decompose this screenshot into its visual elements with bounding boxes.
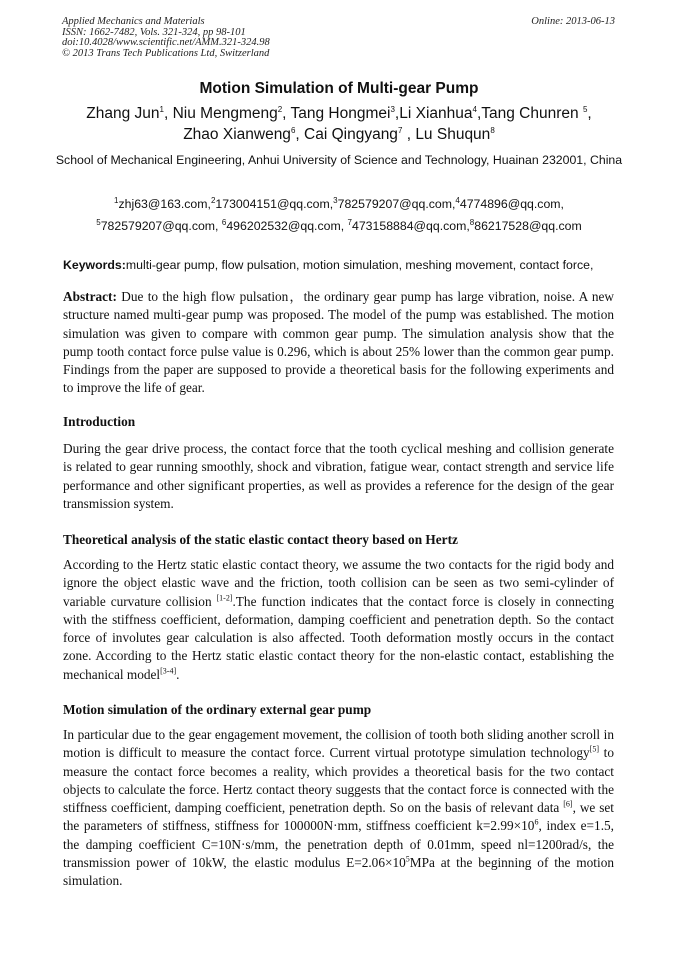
email-line: $^5$782579207@qq.com, $^6$496202532@qq.com, $^7$473158884@qq.com,$^8$86217528@qq.com (96, 217, 582, 233)
abstract-label: Abstract: (63, 289, 117, 304)
author: Zhao Xianweng$^6$, (183, 125, 305, 143)
author: Tang Hongmei$^3$, (290, 104, 400, 122)
section-heading-hertz: Theoretical analysis of the static elastic contact theory based on Hertz (63, 532, 458, 547)
email-link[interactable]: 496202532@qq.com, (226, 219, 348, 233)
email-link[interactable]: 86217528@qq.com (474, 219, 582, 233)
citation[interactable]: [5] (589, 744, 599, 754)
author: Zhang Jun$^1$, (86, 104, 173, 122)
hertz-paragraph: According to the Hertz static elastic contact theory, we assume the two contacts for the rigid body and ignore the object elastic wave and the friction, tooth collision can be seen as two semi-cylinder of variable curvature collision [1-2].The function indicates that the contact force is closely in connecting with the stiffness coefficient, deformation, damping coefficient and penetration depth. So the contact force of involutes gear calculation is also affected. Tooth deformation mostly occurs in the contact zone. According to the Hertz static elastic contact theory for the non-elastic contact, establishing the mechanical model[3-4]. (63, 557, 615, 682)
exponent: 6 (534, 818, 539, 828)
email-link[interactable]: 782579207@qq.com, (337, 197, 456, 211)
journal-header (62, 17, 270, 59)
author: Lu Shuqun$^8$ (415, 125, 495, 143)
affiliation: School of Mechanical Engineering, Anhui University of Science and Technology, Huainan 232001, China (55, 153, 623, 167)
section-heading-introduction: Introduction (63, 414, 136, 429)
copyright-line: © 2013 Trans Tech Publications Ltd, Switzerland (62, 47, 270, 59)
section-heading-motion: Motion simulation of the ordinary external gear pump (63, 702, 372, 717)
author: Li Xianhua$^4$, (399, 104, 482, 122)
email-link[interactable]: 4774896@qq.com, (459, 197, 564, 211)
email-line: $^1$zhj63@163.com,$^2$173004151@qq.com,$^3$782579207@qq.com,$^4$4774896@qq.com, (114, 195, 564, 211)
journal-name: Applied Mechanics and Materials (62, 16, 205, 27)
introduction-paragraph: During the gear drive process, the contact force that the tooth cyclical meshing and collision generate is related to gear running smoothly, shock and vibration, fatigue wear, contact strength and service life performance and other significant properties, as well as provides a reference for the design of the gear transmission system. (63, 441, 614, 511)
author-list (40, 103, 638, 145)
online-date: Online: 2013-06-13 (531, 16, 615, 27)
email-link[interactable]: 173004151@qq.com, (215, 197, 334, 211)
issn-line: ISSN: 1662-7482, Vols. 321-324, pp 98-101 (62, 26, 246, 38)
author: Cai Qingyang$^7$ , (304, 125, 416, 143)
email-link[interactable]: zhj63@163.com, (118, 197, 211, 211)
abstract (63, 288, 614, 398)
citation[interactable]: [3-4] (160, 666, 177, 676)
motion-paragraph: In particular due to the gear engagement movement, the collision of tooth both sliding another scroll in motion is difficult to measure the contact force. Current virtual prototype simulation technology[5] to measure the contact force becomes a reality, which provides a theoretical basis for the two contact objects to calculate the force. Hertz contact theory suggests that the contact force is connected with the stiffness coefficient, damping coefficient, penetration depth. So on the basis of relevant data [6], we set the parameters of stiffness, stiffness for 100000N·mm, stiffness coefficient $k=2.99\times 10^6$, index e=1.5, the damping coefficient C=10N·s/mm, the penetration depth of 0.01mm, speed nl=1200rad/s, the transmission power of 10kW, the elastic modulus $E=2.06\times 10^5MPa$ at the beginning of the motion simulation. (63, 727, 615, 889)
keywords (63, 258, 618, 272)
paper-title: Motion Simulation of Multi-gear Pump (199, 80, 479, 97)
keywords-label: Keywords: (63, 258, 126, 272)
email-link[interactable]: 473158884@qq.com, (352, 219, 470, 233)
keywords-text: multi-gear pump, flow pulsation, motion simulation, meshing movement, contact force, (125, 258, 594, 272)
exponent: 5 (405, 854, 410, 864)
abstract-text: Due to the high flow pulsation，the ordinary gear pump has large vibration, noise. A new structure named multi-gear pump was proposed. The model of the pump was established. The motion simulation was given to compare with common gear pump. The simulation analysis show that the pump tooth contact force pulse value is 0.296, which is about 25% lower than the common gear pump. Findings from the paper are supposed to provide a theoretical basis for the following experiments and to improve the life of gear. (63, 289, 614, 396)
citation[interactable]: [1-2] (216, 593, 233, 603)
doi-line: doi:10.4028/www.scientific.net/AMM.321-324.98 (62, 37, 270, 48)
author: Niu Mengmeng$^2$, (172, 104, 291, 122)
email-list (40, 193, 638, 237)
citation[interactable]: [6] (563, 799, 573, 809)
author: Tang Chunren $^5$, (481, 104, 592, 122)
email-link[interactable]: 782579207@qq.com, (100, 219, 222, 233)
